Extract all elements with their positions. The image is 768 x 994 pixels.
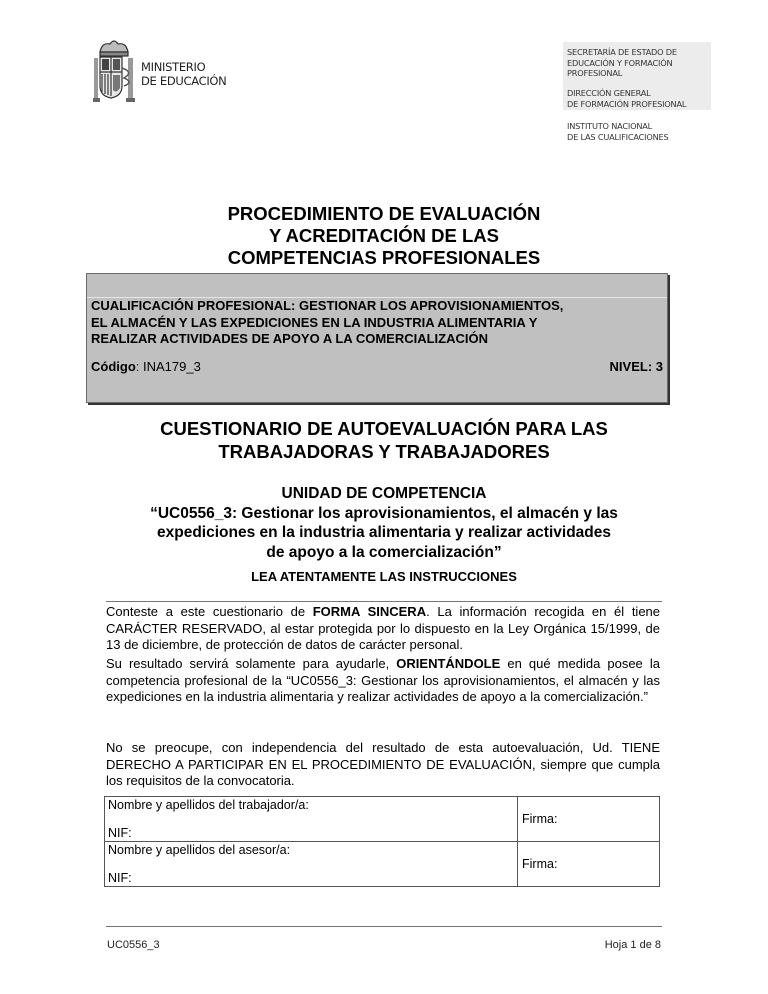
qualification-title [91,298,563,348]
agency-line: INSTITUTO NACIONAL [567,121,653,131]
code-label: Código [91,359,136,374]
field-label: NIF: [108,826,132,840]
instruction-paragraph: No se preocupe, con independencia del resultado de esta autoevaluación, Ud. TIENE DERECHO A PARTICIPAR EN EL PROCEDIMIENTO DE EVALUACIÓN, siempre que cumpla los requisitos de la convocatoria. [106,740,660,788]
qualification-line: EL ALMACÉN Y LAS EXPEDICIONES EN LA INDUSTRIA ALIMENTARIA Y [91,314,538,330]
qualification-line: REALIZAR ACTIVIDADES DE APOYO A LA COMERCIALIZACIÓN [91,331,488,346]
secretaria-de-estado [567,47,677,79]
emphasis: ORIENTÁNDOLE [396,656,501,671]
field-label: Firma: [522,857,558,871]
agency-line: DE LAS CUALIFICACIONES [567,131,669,142]
qualification-code [91,359,201,374]
instruction-paragraph [106,656,660,706]
agency-line: PROFESIONAL [567,68,623,79]
table-row [105,797,660,842]
ministry-name [141,60,227,88]
qualification-box [86,273,668,403]
instituto-nacional [567,121,669,142]
footer-code: UC0556_3 [107,939,160,951]
text: Su resultado servirá solamente para ayudarle, [106,656,397,671]
questionnaire-title [0,418,768,463]
title-line: Y ACREDITACIÓN DE LAS [269,225,499,246]
title-line: CUESTIONARIO DE AUTOEVALUACIÓN PARA LAS [160,418,608,439]
text: en qué medida posee la competencia profesional de la “UC0556_3: Gestionar los aprovisionamientos, el almacén y las expediciones en la industria alimentaria y realizar actividades de apoyo a la comercialización.” [106,656,660,704]
instructions-heading: LEA ATENTAMENTE LAS INSTRUCCIONES [251,569,517,584]
field-label: Nombre y apellidos del asesor/a: [108,843,291,857]
ministry-line: MINISTERIO [141,60,206,74]
worker-signature-field[interactable] [518,797,660,842]
agency-line: EDUCACIÓN Y FORMACIÓN [567,57,673,68]
ministry-line: DE EDUCACIÓN [141,74,227,88]
emphasis: FORMA SINCERA [312,604,427,619]
worker-name-field[interactable] [105,797,518,842]
field-label: NIF: [108,871,132,885]
qualification-line: CUALIFICACIÓN PROFESIONAL: GESTIONAR LOS APROVISIONAMIENTOS, [91,298,564,313]
unit-line: expediciones en la industria alimentaria y realizar actividades [156,524,611,541]
divider [106,601,662,602]
page-number: Hoja 1 de 8 [604,939,661,951]
instruction-paragraph [106,604,660,654]
agency-line: DE FORMACIÓN PROFESIONAL [567,98,687,109]
field-label: Firma: [522,812,558,826]
text: . La información recogida en él tiene CARÁCTER RESERVADO, al estar protegida por lo dispuesto en la Ley Orgánica 15/1999, de 13 de diciembre, de protección de datos de carácter personal. [106,604,661,652]
unit-line: de apoyo a la comercialización” [266,543,502,561]
agency-line: DIRECCIÓN GENERAL [567,88,651,98]
direccion-general [567,88,686,109]
title-line: COMPETENCIAS PROFESIONALES [227,247,541,268]
title-line: TRABAJADORAS Y TRABAJADORES [218,440,550,462]
title-line: PROCEDIMIENTO DE EVALUACIÓN [227,203,541,224]
unit-line: “UC0556_3: Gestionar los aprovisionamientos, el almacén y las [150,504,618,522]
qualification-level: NIVEL: 3 [609,359,663,374]
footer-divider [106,926,662,927]
code-value: : INA179_3 [135,359,201,374]
unit-heading: UNIDAD DE COMPETENCIA [281,485,487,502]
spanish-coat-of-arms-icon [92,38,136,106]
signature-table [104,796,660,887]
text: Conteste a este cuestionario de [106,604,313,619]
document-title [0,203,768,269]
field-label: Nombre y apellidos del trabajador/a: [108,798,309,812]
advisor-name-field[interactable] [105,842,518,887]
table-row [105,842,660,887]
agency-line: SECRETARÍA DE ESTADO DE [567,47,677,57]
advisor-signature-field[interactable] [518,842,660,887]
competency-unit [0,484,768,562]
